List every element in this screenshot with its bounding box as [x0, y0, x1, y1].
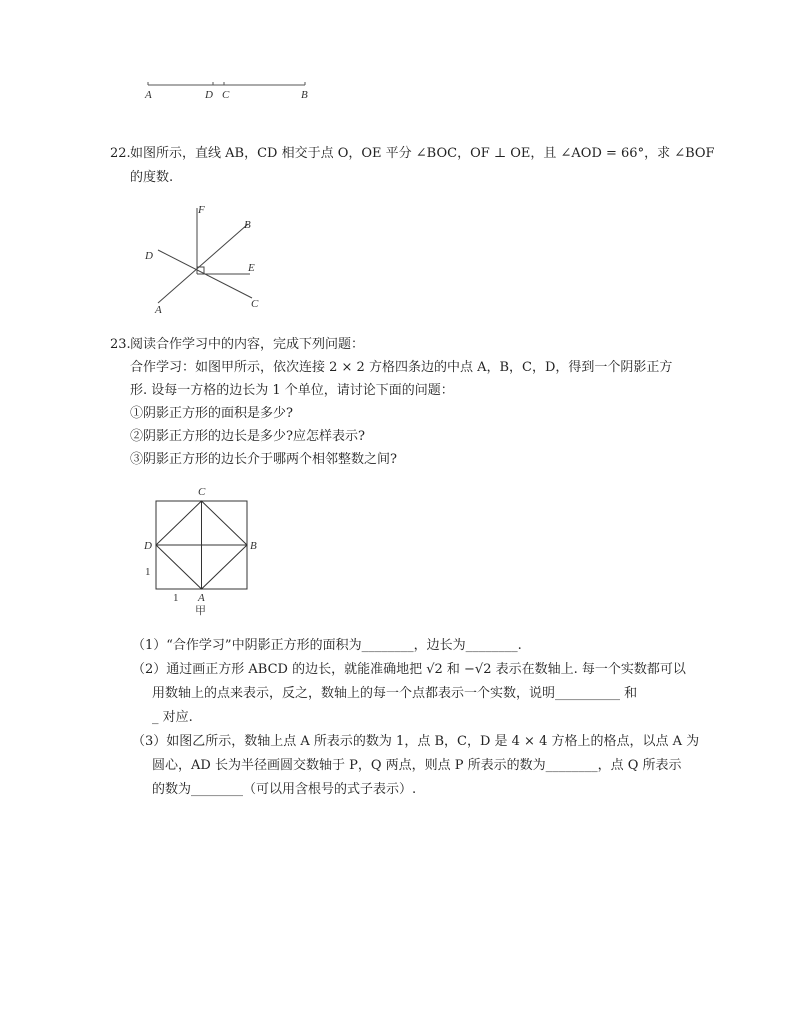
q23-intro: 阅读合作学习中的内容，完成下列问题：	[130, 337, 365, 352]
label-a: A	[155, 304, 162, 316]
label-c: C	[222, 89, 230, 101]
q23-sub2-line2: 用数轴上的点来表示，反之，数轴上的每一个点都表示一个实数，说明__________ 和	[152, 686, 638, 701]
q22-text-line1: 如图所示，直线 AB，CD 相交于点 O，OE 平分 ∠BOC，OF ⊥ OE，且 ∠AOD = 66°，求 ∠BOF	[130, 146, 715, 161]
q23-item-3: ③阴影正方形的边长介于哪两个相邻整数之间?	[130, 452, 397, 467]
q23-sub1: （1）“合作学习”中阴影正方形的面积为________，边长为________.	[132, 638, 522, 653]
q23-sub3-line1: （3）如图乙所示，数轴上点 A 所表示的数为 1，点 B，C，D 是 4 × 4 方格上的格点，以点 A 为	[132, 734, 700, 749]
label-d: D	[144, 540, 152, 552]
line-ab	[158, 224, 248, 303]
q23-item-1: ①阴影正方形的面积是多少?	[130, 406, 293, 421]
unit-label-side: 1	[145, 566, 151, 578]
q23-coop-line1: 合作学习：如图甲所示，依次连接 2 × 2 方格四条边的中点 A，B，C，D，得到一个阴影正方	[130, 360, 673, 375]
q23-sub3-line2: 圆心，AD 长为半径画圆交数轴于 P，Q 两点，则点 P 所表示的数为________，点 Q 所表示	[152, 758, 682, 773]
segment-figure	[140, 78, 320, 102]
q23-grid-figure	[142, 484, 272, 620]
q23-number: 23.	[110, 337, 131, 352]
q23-sub2-line3: _ 对应.	[152, 710, 193, 725]
q23-coop-line2: 形. 设每一方格的边长为 1 个单位，请讨论下面的问题：	[130, 383, 454, 398]
label-a: A	[145, 89, 152, 101]
label-b: B	[244, 219, 251, 231]
figure-caption: 甲	[195, 605, 206, 617]
label-d: D	[205, 89, 213, 101]
label-c: C	[251, 298, 259, 310]
q23-sub3-line3: 的数为________（可以用含根号的式子表示）.	[152, 782, 417, 797]
label-f: F	[198, 204, 205, 216]
label-e: E	[248, 262, 255, 274]
q23-sub2-line1: （2）通过画正方形 ABCD 的边长，就能准确地把 √2 和 −√2 表示在数轴上. 每一个实数都可以	[132, 662, 686, 677]
label-c: C	[198, 486, 206, 498]
label-b: B	[301, 89, 308, 101]
q22-number: 22.	[110, 146, 131, 161]
label-b: B	[250, 540, 257, 552]
label-d: D	[145, 250, 153, 262]
unit-label-bottom: 1	[173, 592, 179, 604]
label-a: A	[198, 592, 205, 604]
q22-text-line2: 的度数.	[130, 170, 174, 185]
q22-angle-figure	[140, 200, 280, 318]
q23-item-2: ②阴影正方形的边长是多少?应怎样表示?	[130, 429, 365, 444]
